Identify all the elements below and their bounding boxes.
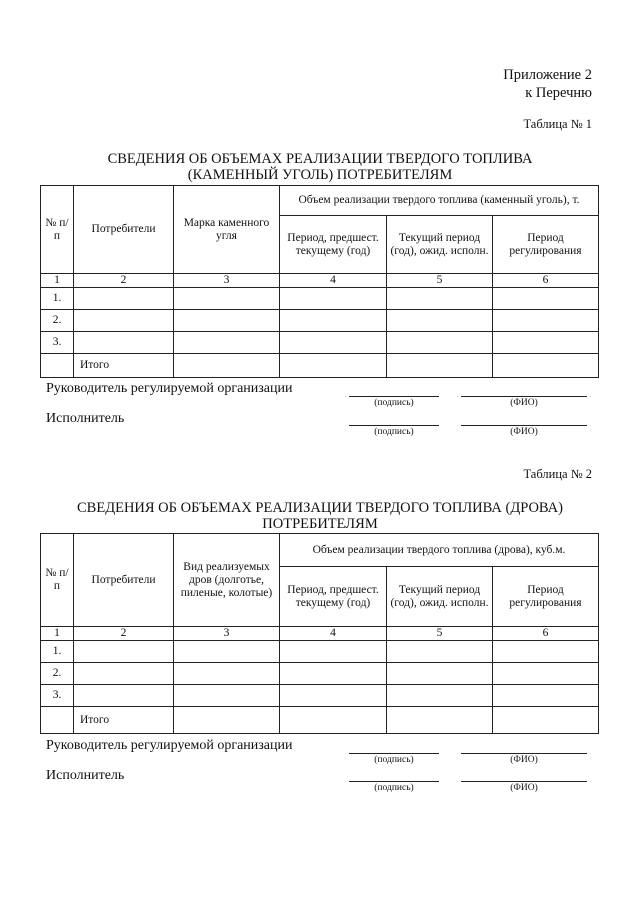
col-number: 5 [387, 627, 493, 641]
signature-line [349, 781, 439, 782]
cell [493, 354, 599, 378]
head-signature-label: Руководитель регулируемой организации [46, 381, 293, 396]
cell [74, 641, 174, 663]
col-number: 2 [74, 627, 174, 641]
cell [493, 641, 599, 663]
cell [493, 310, 599, 332]
appendix-line-1: Приложение 2 [503, 67, 592, 83]
cell [74, 288, 174, 310]
signature-caption: (подпись) [374, 755, 414, 765]
column-numbers-row [41, 274, 599, 288]
header-volume: Объем реализации твердого топлива (дрова), куб.м. [280, 534, 599, 567]
cell [74, 332, 174, 354]
table-row [41, 641, 599, 663]
table2 [40, 533, 599, 734]
cell [387, 707, 493, 734]
cell [387, 354, 493, 378]
cell [280, 685, 387, 707]
row-number: 1. [41, 288, 74, 310]
cell [174, 685, 280, 707]
signature-caption: (подпись) [374, 783, 414, 793]
cell [74, 310, 174, 332]
cell [174, 332, 280, 354]
cell [280, 354, 387, 378]
cell [280, 707, 387, 734]
signature-line [349, 425, 439, 426]
row-number: 3. [41, 685, 74, 707]
cell [174, 641, 280, 663]
header-current-period: Текущий период (год), ожид. исполн. [387, 216, 493, 274]
col-number: 3 [174, 274, 280, 288]
signature-line [349, 753, 439, 754]
total-label: Итого [74, 707, 174, 734]
col-number: 1 [41, 274, 74, 288]
table2-title-line1: СВЕДЕНИЯ ОБ ОБЪЕМАХ РЕАЛИЗАЦИИ ТВЕРДОГО ТОПЛИВА (ДРОВА) [77, 500, 563, 516]
name-caption: (ФИО) [510, 755, 538, 765]
cell [493, 663, 599, 685]
cell [280, 310, 387, 332]
executor-signature-label: Исполнитель [46, 768, 125, 783]
header-firewood-type: Вид реализуемых дров (долготье, пиленые, колотые) [174, 534, 280, 627]
row-number: 3. [41, 332, 74, 354]
cell [493, 707, 599, 734]
header-current-period: Текущий период (год), ожид. исполн. [387, 567, 493, 627]
table1-title-line1: СВЕДЕНИЯ ОБ ОБЪЕМАХ РЕАЛИЗАЦИИ ТВЕРДОГО ТОПЛИВА [107, 151, 533, 167]
cell [493, 685, 599, 707]
table-row [41, 310, 599, 332]
name-caption: (ФИО) [510, 427, 538, 437]
header-previous-period: Период, предшест. текущему (год) [280, 216, 387, 274]
cell [387, 332, 493, 354]
col-number: 1 [41, 627, 74, 641]
appendix-line-2: к Перечню [525, 85, 592, 101]
cell [387, 288, 493, 310]
name-caption: (ФИО) [510, 783, 538, 793]
row-number: 2. [41, 310, 74, 332]
cell [280, 641, 387, 663]
cell [174, 663, 280, 685]
executor-signature-label: Исполнитель [46, 411, 125, 426]
col-number: 4 [280, 627, 387, 641]
total-row [41, 707, 599, 734]
col-number: 6 [493, 627, 599, 641]
cell [493, 288, 599, 310]
col-number: 5 [387, 274, 493, 288]
cell [387, 685, 493, 707]
name-line [461, 781, 587, 782]
table2-number: Таблица № 2 [523, 467, 592, 481]
table1-title [0, 151, 640, 183]
cell [387, 641, 493, 663]
header-num: № п/п [41, 186, 74, 274]
col-number: 2 [74, 274, 174, 288]
cell [41, 707, 74, 734]
table-row [41, 332, 599, 354]
cell [387, 310, 493, 332]
table-row [41, 663, 599, 685]
row-number: 2. [41, 663, 74, 685]
cell [174, 354, 280, 378]
col-number: 6 [493, 274, 599, 288]
name-line [461, 753, 587, 754]
signature-caption: (подпись) [374, 398, 414, 408]
head-signature-label: Руководитель регулируемой организации [46, 738, 293, 753]
table-row [41, 685, 599, 707]
cell [493, 332, 599, 354]
total-row [41, 354, 599, 378]
header-previous-period: Период, предшест. текущему (год) [280, 567, 387, 627]
table-row [41, 288, 599, 310]
col-number: 4 [280, 274, 387, 288]
name-line [461, 396, 587, 397]
table2-title-line2: ПОТРЕБИТЕЛЯМ [262, 516, 378, 532]
cell [74, 685, 174, 707]
cell [174, 707, 280, 734]
signature-caption: (подпись) [374, 427, 414, 437]
table1 [40, 185, 599, 378]
name-line [461, 425, 587, 426]
cell [74, 663, 174, 685]
header-volume: Объем реализации твердого топлива (каменный уголь), т. [280, 186, 599, 216]
cell [280, 332, 387, 354]
signature-line [349, 396, 439, 397]
table1-number: Таблица № 1 [523, 117, 592, 131]
cell [387, 663, 493, 685]
header-regulation-period: Период регулирования [493, 567, 599, 627]
col-number: 3 [174, 627, 280, 641]
column-numbers-row [41, 627, 599, 641]
appendix-header [503, 66, 592, 102]
cell [280, 288, 387, 310]
total-label: Итого [74, 354, 174, 378]
header-regulation-period: Период регулирования [493, 216, 599, 274]
header-coal-grade: Марка каменного угля [174, 186, 280, 274]
table1-title-line2: (КАМЕННЫЙ УГОЛЬ) ПОТРЕБИТЕЛЯМ [187, 167, 453, 183]
cell [174, 288, 280, 310]
cell [280, 663, 387, 685]
cell [174, 310, 280, 332]
row-number: 1. [41, 641, 74, 663]
cell [41, 354, 74, 378]
header-consumers: Потребители [74, 534, 174, 627]
header-consumers: Потребители [74, 186, 174, 274]
header-num: № п/п [41, 534, 74, 627]
name-caption: (ФИО) [510, 398, 538, 408]
table2-title [0, 500, 640, 532]
